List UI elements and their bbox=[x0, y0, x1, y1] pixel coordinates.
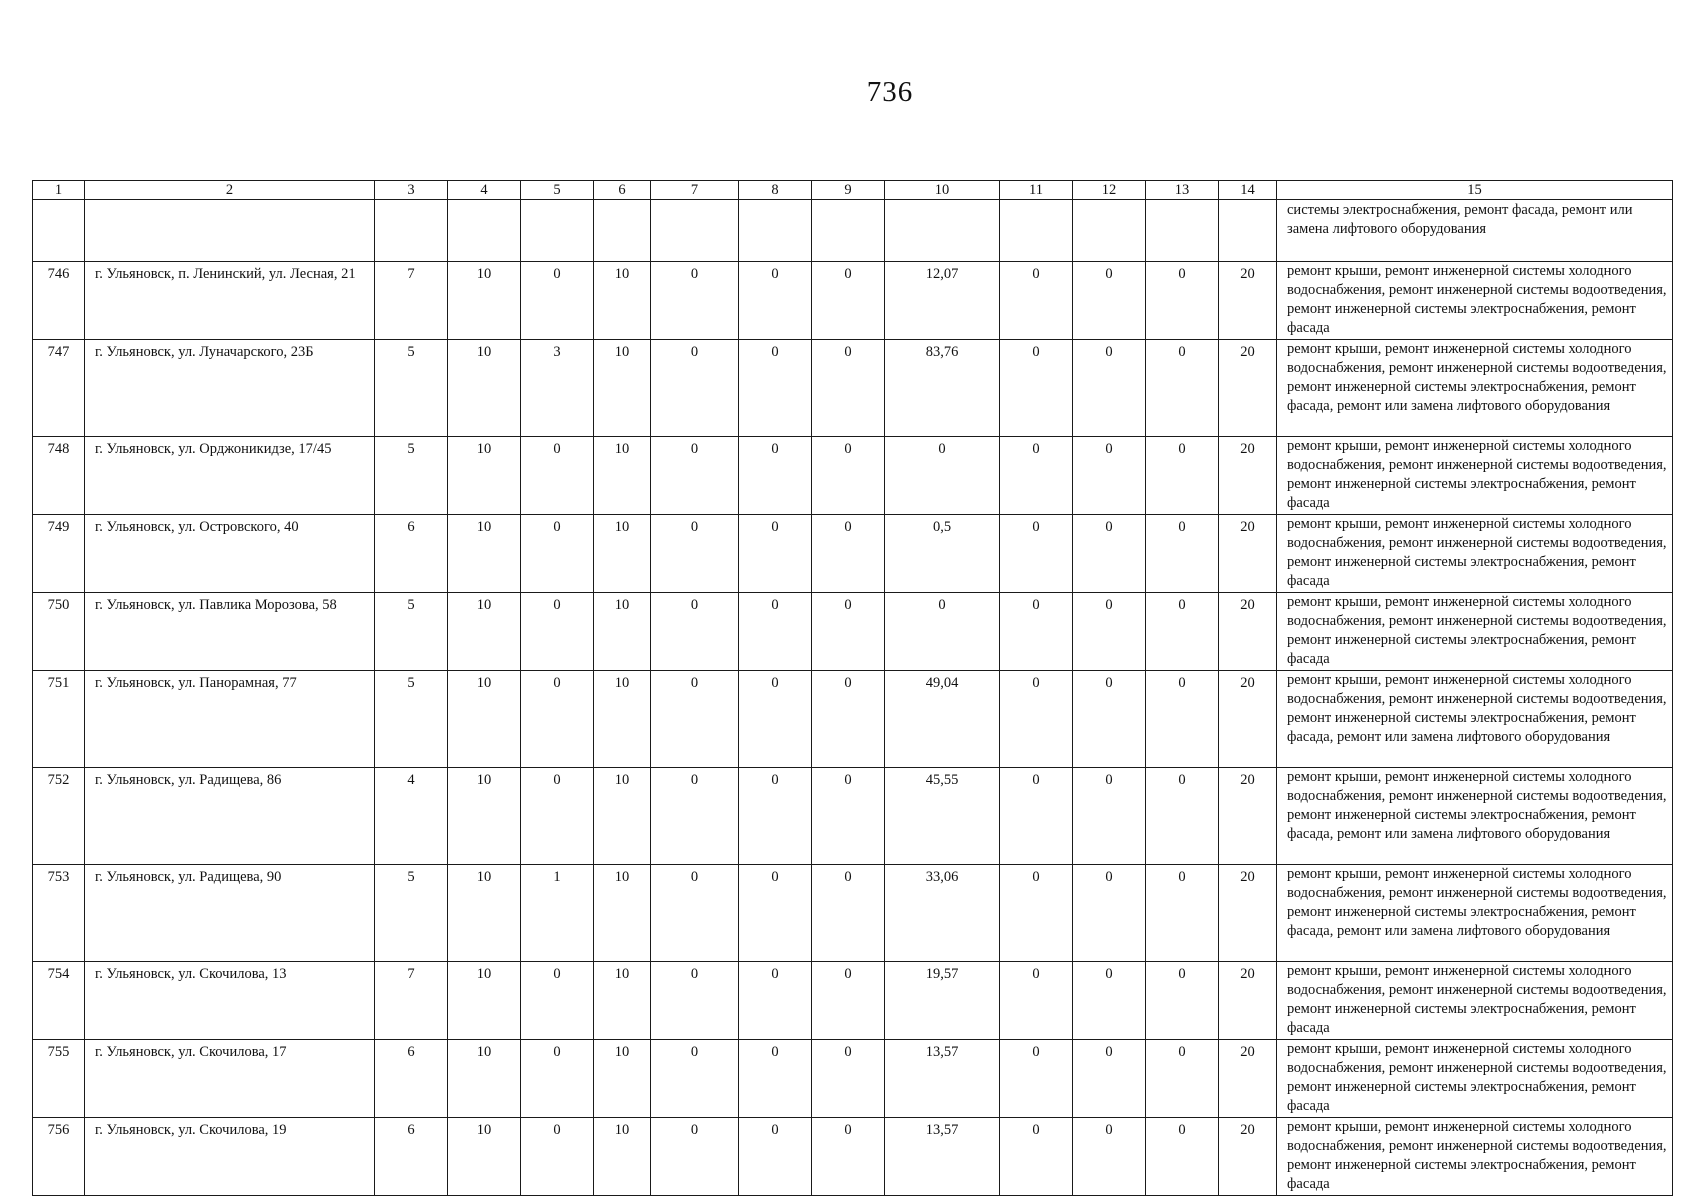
value-cell-c8: 0 bbox=[739, 962, 812, 1040]
value-cell-c7: 0 bbox=[651, 962, 739, 1040]
value-cell-c7: 0 bbox=[651, 340, 739, 437]
value-cell-c7: 0 bbox=[651, 593, 739, 671]
value-cell-c3: 6 bbox=[375, 515, 448, 593]
column-header: 5 bbox=[521, 181, 594, 200]
value-cell-c12: 0 bbox=[1073, 768, 1146, 865]
column-header: 4 bbox=[448, 181, 521, 200]
empty-cell bbox=[1073, 200, 1146, 262]
empty-cell bbox=[448, 200, 521, 262]
page-number: 736 bbox=[866, 76, 914, 108]
value-cell-c10: 83,76 bbox=[885, 340, 1000, 437]
value-cell-c14: 20 bbox=[1219, 768, 1277, 865]
address-cell: г. Ульяновск, ул. Радищева, 86 bbox=[85, 768, 375, 865]
value-cell-c13: 0 bbox=[1146, 768, 1219, 865]
value-cell-c10: 45,55 bbox=[885, 768, 1000, 865]
value-cell-c9: 0 bbox=[812, 671, 885, 768]
empty-cell bbox=[594, 200, 651, 262]
address-cell: г. Ульяновск, ул. Скочилова, 19 bbox=[85, 1118, 375, 1196]
table-row bbox=[33, 262, 1673, 340]
works-cell: ремонт крыши, ремонт инженерной системы холодного водоснабжения, ремонт инженерной системы водоотведения, ремонт инженерной системы электроснабжения, ремонт фасада bbox=[1277, 962, 1673, 1040]
value-cell-c6: 10 bbox=[594, 865, 651, 962]
value-cell-c7: 0 bbox=[651, 262, 739, 340]
table-row bbox=[33, 671, 1673, 768]
value-cell-c3: 6 bbox=[375, 1118, 448, 1196]
works-cell: ремонт крыши, ремонт инженерной системы холодного водоснабжения, ремонт инженерной системы водоотведения, ремонт инженерной системы электроснабжения, ремонт фасада bbox=[1277, 1040, 1673, 1118]
table-row bbox=[33, 593, 1673, 671]
value-cell-c5: 0 bbox=[521, 262, 594, 340]
column-header: 13 bbox=[1146, 181, 1219, 200]
value-cell-c10: 0,5 bbox=[885, 515, 1000, 593]
value-cell-c4: 10 bbox=[448, 1040, 521, 1118]
row-number-cell: 756 bbox=[33, 1118, 85, 1196]
table-row bbox=[33, 1118, 1673, 1196]
value-cell-c10: 19,57 bbox=[885, 962, 1000, 1040]
value-cell-c13: 0 bbox=[1146, 962, 1219, 1040]
table-row bbox=[33, 865, 1673, 962]
value-cell-c10: 13,57 bbox=[885, 1118, 1000, 1196]
value-cell-c9: 0 bbox=[812, 593, 885, 671]
value-cell-c5: 3 bbox=[521, 340, 594, 437]
works-cell: ремонт крыши, ремонт инженерной системы холодного водоснабжения, ремонт инженерной системы водоотведения, ремонт инженерной системы электроснабжения, ремонт фасада bbox=[1277, 437, 1673, 515]
value-cell-c13: 0 bbox=[1146, 437, 1219, 515]
value-cell-c8: 0 bbox=[739, 515, 812, 593]
address-cell: г. Ульяновск, ул. Скочилова, 17 bbox=[85, 1040, 375, 1118]
value-cell-c4: 10 bbox=[448, 515, 521, 593]
value-cell-c8: 0 bbox=[739, 671, 812, 768]
address-cell: г. Ульяновск, ул. Панорамная, 77 bbox=[85, 671, 375, 768]
value-cell-c8: 0 bbox=[739, 1118, 812, 1196]
address-cell: г. Ульяновск, ул. Павлика Морозова, 58 bbox=[85, 593, 375, 671]
value-cell-c12: 0 bbox=[1073, 515, 1146, 593]
value-cell-c9: 0 bbox=[812, 340, 885, 437]
value-cell-c11: 0 bbox=[1000, 437, 1073, 515]
value-cell-c7: 0 bbox=[651, 671, 739, 768]
value-cell-c8: 0 bbox=[739, 437, 812, 515]
value-cell-c14: 20 bbox=[1219, 515, 1277, 593]
value-cell-c4: 10 bbox=[448, 671, 521, 768]
value-cell-c11: 0 bbox=[1000, 768, 1073, 865]
works-cell: ремонт крыши, ремонт инженерной системы холодного водоснабжения, ремонт инженерной системы водоотведения, ремонт инженерной системы электроснабжения, ремонт фасада bbox=[1277, 262, 1673, 340]
value-cell-c12: 0 bbox=[1073, 593, 1146, 671]
value-cell-c8: 0 bbox=[739, 1040, 812, 1118]
column-header: 11 bbox=[1000, 181, 1073, 200]
value-cell-c12: 0 bbox=[1073, 865, 1146, 962]
empty-cell bbox=[1146, 200, 1219, 262]
value-cell-c7: 0 bbox=[651, 1040, 739, 1118]
empty-cell bbox=[33, 200, 85, 262]
value-cell-c14: 20 bbox=[1219, 671, 1277, 768]
row-number-cell: 749 bbox=[33, 515, 85, 593]
empty-cell bbox=[1000, 200, 1073, 262]
value-cell-c11: 0 bbox=[1000, 865, 1073, 962]
row-number-cell: 752 bbox=[33, 768, 85, 865]
value-cell-c5: 0 bbox=[521, 515, 594, 593]
value-cell-c3: 4 bbox=[375, 768, 448, 865]
value-cell-c9: 0 bbox=[812, 865, 885, 962]
value-cell-c12: 0 bbox=[1073, 962, 1146, 1040]
value-cell-c3: 5 bbox=[375, 340, 448, 437]
value-cell-c12: 0 bbox=[1073, 340, 1146, 437]
value-cell-c13: 0 bbox=[1146, 593, 1219, 671]
column-header: 1 bbox=[33, 181, 85, 200]
column-header: 9 bbox=[812, 181, 885, 200]
column-header: 10 bbox=[885, 181, 1000, 200]
value-cell-c6: 10 bbox=[594, 262, 651, 340]
value-cell-c3: 5 bbox=[375, 865, 448, 962]
works-cell: ремонт крыши, ремонт инженерной системы холодного водоснабжения, ремонт инженерной системы водоотведения, ремонт инженерной системы электроснабжения, ремонт фасада bbox=[1277, 515, 1673, 593]
value-cell-c4: 10 bbox=[448, 340, 521, 437]
value-cell-c7: 0 bbox=[651, 515, 739, 593]
value-cell-c6: 10 bbox=[594, 962, 651, 1040]
value-cell-c14: 20 bbox=[1219, 340, 1277, 437]
value-cell-c11: 0 bbox=[1000, 1040, 1073, 1118]
value-cell-c10: 49,04 bbox=[885, 671, 1000, 768]
value-cell-c7: 0 bbox=[651, 437, 739, 515]
row-number-cell: 748 bbox=[33, 437, 85, 515]
value-cell-c9: 0 bbox=[812, 515, 885, 593]
value-cell-c6: 10 bbox=[594, 768, 651, 865]
value-cell-c3: 6 bbox=[375, 1040, 448, 1118]
value-cell-c5: 0 bbox=[521, 1040, 594, 1118]
empty-cell bbox=[1219, 200, 1277, 262]
value-cell-c13: 0 bbox=[1146, 515, 1219, 593]
value-cell-c13: 0 bbox=[1146, 1040, 1219, 1118]
value-cell-c8: 0 bbox=[739, 340, 812, 437]
value-cell-c7: 0 bbox=[651, 1118, 739, 1196]
value-cell-c5: 1 bbox=[521, 865, 594, 962]
value-cell-c14: 20 bbox=[1219, 437, 1277, 515]
value-cell-c12: 0 bbox=[1073, 1118, 1146, 1196]
row-number-cell: 747 bbox=[33, 340, 85, 437]
value-cell-c8: 0 bbox=[739, 593, 812, 671]
value-cell-c14: 20 bbox=[1219, 1040, 1277, 1118]
value-cell-c14: 20 bbox=[1219, 1118, 1277, 1196]
value-cell-c9: 0 bbox=[812, 962, 885, 1040]
value-cell-c5: 0 bbox=[521, 593, 594, 671]
column-header: 14 bbox=[1219, 181, 1277, 200]
value-cell-c9: 0 bbox=[812, 768, 885, 865]
empty-cell bbox=[812, 200, 885, 262]
column-header: 15 bbox=[1277, 181, 1673, 200]
table-row bbox=[33, 515, 1673, 593]
value-cell-c5: 0 bbox=[521, 768, 594, 865]
table-row bbox=[33, 437, 1673, 515]
column-header: 6 bbox=[594, 181, 651, 200]
value-cell-c9: 0 bbox=[812, 262, 885, 340]
value-cell-c8: 0 bbox=[739, 262, 812, 340]
value-cell-c3: 7 bbox=[375, 262, 448, 340]
value-cell-c10: 13,57 bbox=[885, 1040, 1000, 1118]
value-cell-c4: 10 bbox=[448, 262, 521, 340]
value-cell-c4: 10 bbox=[448, 865, 521, 962]
address-cell: г. Ульяновск, ул. Луначарского, 23Б bbox=[85, 340, 375, 437]
row-number-cell: 755 bbox=[33, 1040, 85, 1118]
empty-cell bbox=[651, 200, 739, 262]
works-cell: ремонт крыши, ремонт инженерной системы холодного водоснабжения, ремонт инженерной системы водоотведения, ремонт инженерной системы электроснабжения, ремонт фасада bbox=[1277, 593, 1673, 671]
works-cell: ремонт крыши, ремонт инженерной системы холодного водоснабжения, ремонт инженерной системы водоотведения, ремонт инженерной системы электроснабжения, ремонт фасада, ремонт или замена лифтового оборудования bbox=[1277, 768, 1673, 865]
column-header: 7 bbox=[651, 181, 739, 200]
value-cell-c14: 20 bbox=[1219, 962, 1277, 1040]
value-cell-c5: 0 bbox=[521, 1118, 594, 1196]
value-cell-c5: 0 bbox=[521, 671, 594, 768]
value-cell-c3: 5 bbox=[375, 437, 448, 515]
table-row bbox=[33, 340, 1673, 437]
value-cell-c9: 0 bbox=[812, 1040, 885, 1118]
address-cell: г. Ульяновск, ул. Орджоникидзе, 17/45 bbox=[85, 437, 375, 515]
empty-cell bbox=[521, 200, 594, 262]
value-cell-c11: 0 bbox=[1000, 593, 1073, 671]
value-cell-c14: 20 bbox=[1219, 262, 1277, 340]
value-cell-c14: 20 bbox=[1219, 865, 1277, 962]
value-cell-c9: 0 bbox=[812, 1118, 885, 1196]
works-cell: ремонт крыши, ремонт инженерной системы холодного водоснабжения, ремонт инженерной системы водоотведения, ремонт инженерной системы электроснабжения, ремонт фасада, ремонт или замена лифтового оборудования bbox=[1277, 340, 1673, 437]
value-cell-c4: 10 bbox=[448, 437, 521, 515]
value-cell-c12: 0 bbox=[1073, 262, 1146, 340]
value-cell-c11: 0 bbox=[1000, 671, 1073, 768]
empty-cell bbox=[885, 200, 1000, 262]
column-header: 2 bbox=[85, 181, 375, 200]
value-cell-c8: 0 bbox=[739, 768, 812, 865]
value-cell-c8: 0 bbox=[739, 865, 812, 962]
value-cell-c11: 0 bbox=[1000, 1118, 1073, 1196]
continuation-row bbox=[33, 200, 1673, 262]
value-cell-c6: 10 bbox=[594, 1040, 651, 1118]
value-cell-c6: 10 bbox=[594, 593, 651, 671]
empty-cell bbox=[375, 200, 448, 262]
value-cell-c6: 10 bbox=[594, 1118, 651, 1196]
value-cell-c5: 0 bbox=[521, 437, 594, 515]
value-cell-c13: 0 bbox=[1146, 340, 1219, 437]
row-number-cell: 753 bbox=[33, 865, 85, 962]
value-cell-c10: 12,07 bbox=[885, 262, 1000, 340]
column-header: 3 bbox=[375, 181, 448, 200]
value-cell-c4: 10 bbox=[448, 962, 521, 1040]
value-cell-c11: 0 bbox=[1000, 340, 1073, 437]
column-header: 8 bbox=[739, 181, 812, 200]
value-cell-c9: 0 bbox=[812, 437, 885, 515]
value-cell-c13: 0 bbox=[1146, 262, 1219, 340]
repair-program-table bbox=[32, 180, 1673, 1196]
column-header: 12 bbox=[1073, 181, 1146, 200]
value-cell-c11: 0 bbox=[1000, 962, 1073, 1040]
value-cell-c4: 10 bbox=[448, 1118, 521, 1196]
table-row bbox=[33, 768, 1673, 865]
empty-cell bbox=[739, 200, 812, 262]
value-cell-c4: 10 bbox=[448, 593, 521, 671]
value-cell-c12: 0 bbox=[1073, 671, 1146, 768]
value-cell-c10: 0 bbox=[885, 593, 1000, 671]
value-cell-c12: 0 bbox=[1073, 437, 1146, 515]
value-cell-c3: 7 bbox=[375, 962, 448, 1040]
value-cell-c6: 10 bbox=[594, 340, 651, 437]
value-cell-c11: 0 bbox=[1000, 515, 1073, 593]
table-row bbox=[33, 962, 1673, 1040]
address-cell: г. Ульяновск, ул. Радищева, 90 bbox=[85, 865, 375, 962]
value-cell-c5: 0 bbox=[521, 962, 594, 1040]
value-cell-c10: 33,06 bbox=[885, 865, 1000, 962]
value-cell-c10: 0 bbox=[885, 437, 1000, 515]
address-cell: г. Ульяновск, п. Ленинский, ул. Лесная, 21 bbox=[85, 262, 375, 340]
row-number-cell: 751 bbox=[33, 671, 85, 768]
value-cell-c6: 10 bbox=[594, 437, 651, 515]
address-cell: г. Ульяновск, ул. Скочилова, 13 bbox=[85, 962, 375, 1040]
value-cell-c7: 0 bbox=[651, 768, 739, 865]
value-cell-c13: 0 bbox=[1146, 1118, 1219, 1196]
works-cell: ремонт крыши, ремонт инженерной системы холодного водоснабжения, ремонт инженерной системы водоотведения, ремонт инженерной системы электроснабжения, ремонт фасада, ремонт или замена лифтового оборудования bbox=[1277, 671, 1673, 768]
row-number-cell: 754 bbox=[33, 962, 85, 1040]
works-cell: ремонт крыши, ремонт инженерной системы холодного водоснабжения, ремонт инженерной системы водоотведения, ремонт инженерной системы электроснабжения, ремонт фасада, ремонт или замена лифтового оборудования bbox=[1277, 865, 1673, 962]
value-cell-c6: 10 bbox=[594, 671, 651, 768]
value-cell-c3: 5 bbox=[375, 671, 448, 768]
column-number-row bbox=[33, 181, 1673, 200]
value-cell-c13: 0 bbox=[1146, 865, 1219, 962]
value-cell-c7: 0 bbox=[651, 865, 739, 962]
value-cell-c13: 0 bbox=[1146, 671, 1219, 768]
row-number-cell: 746 bbox=[33, 262, 85, 340]
value-cell-c6: 10 bbox=[594, 515, 651, 593]
value-cell-c12: 0 bbox=[1073, 1040, 1146, 1118]
works-cell: ремонт крыши, ремонт инженерной системы холодного водоснабжения, ремонт инженерной системы водоотведения, ремонт инженерной системы электроснабжения, ремонт фасада bbox=[1277, 1118, 1673, 1196]
address-cell: г. Ульяновск, ул. Островского, 40 bbox=[85, 515, 375, 593]
empty-cell bbox=[85, 200, 375, 262]
value-cell-c14: 20 bbox=[1219, 593, 1277, 671]
row-number-cell: 750 bbox=[33, 593, 85, 671]
value-cell-c4: 10 bbox=[448, 768, 521, 865]
value-cell-c11: 0 bbox=[1000, 262, 1073, 340]
works-cell: системы электроснабжения, ремонт фасада, ремонт или замена лифтового оборудования bbox=[1277, 200, 1673, 262]
table-row bbox=[33, 1040, 1673, 1118]
value-cell-c3: 5 bbox=[375, 593, 448, 671]
